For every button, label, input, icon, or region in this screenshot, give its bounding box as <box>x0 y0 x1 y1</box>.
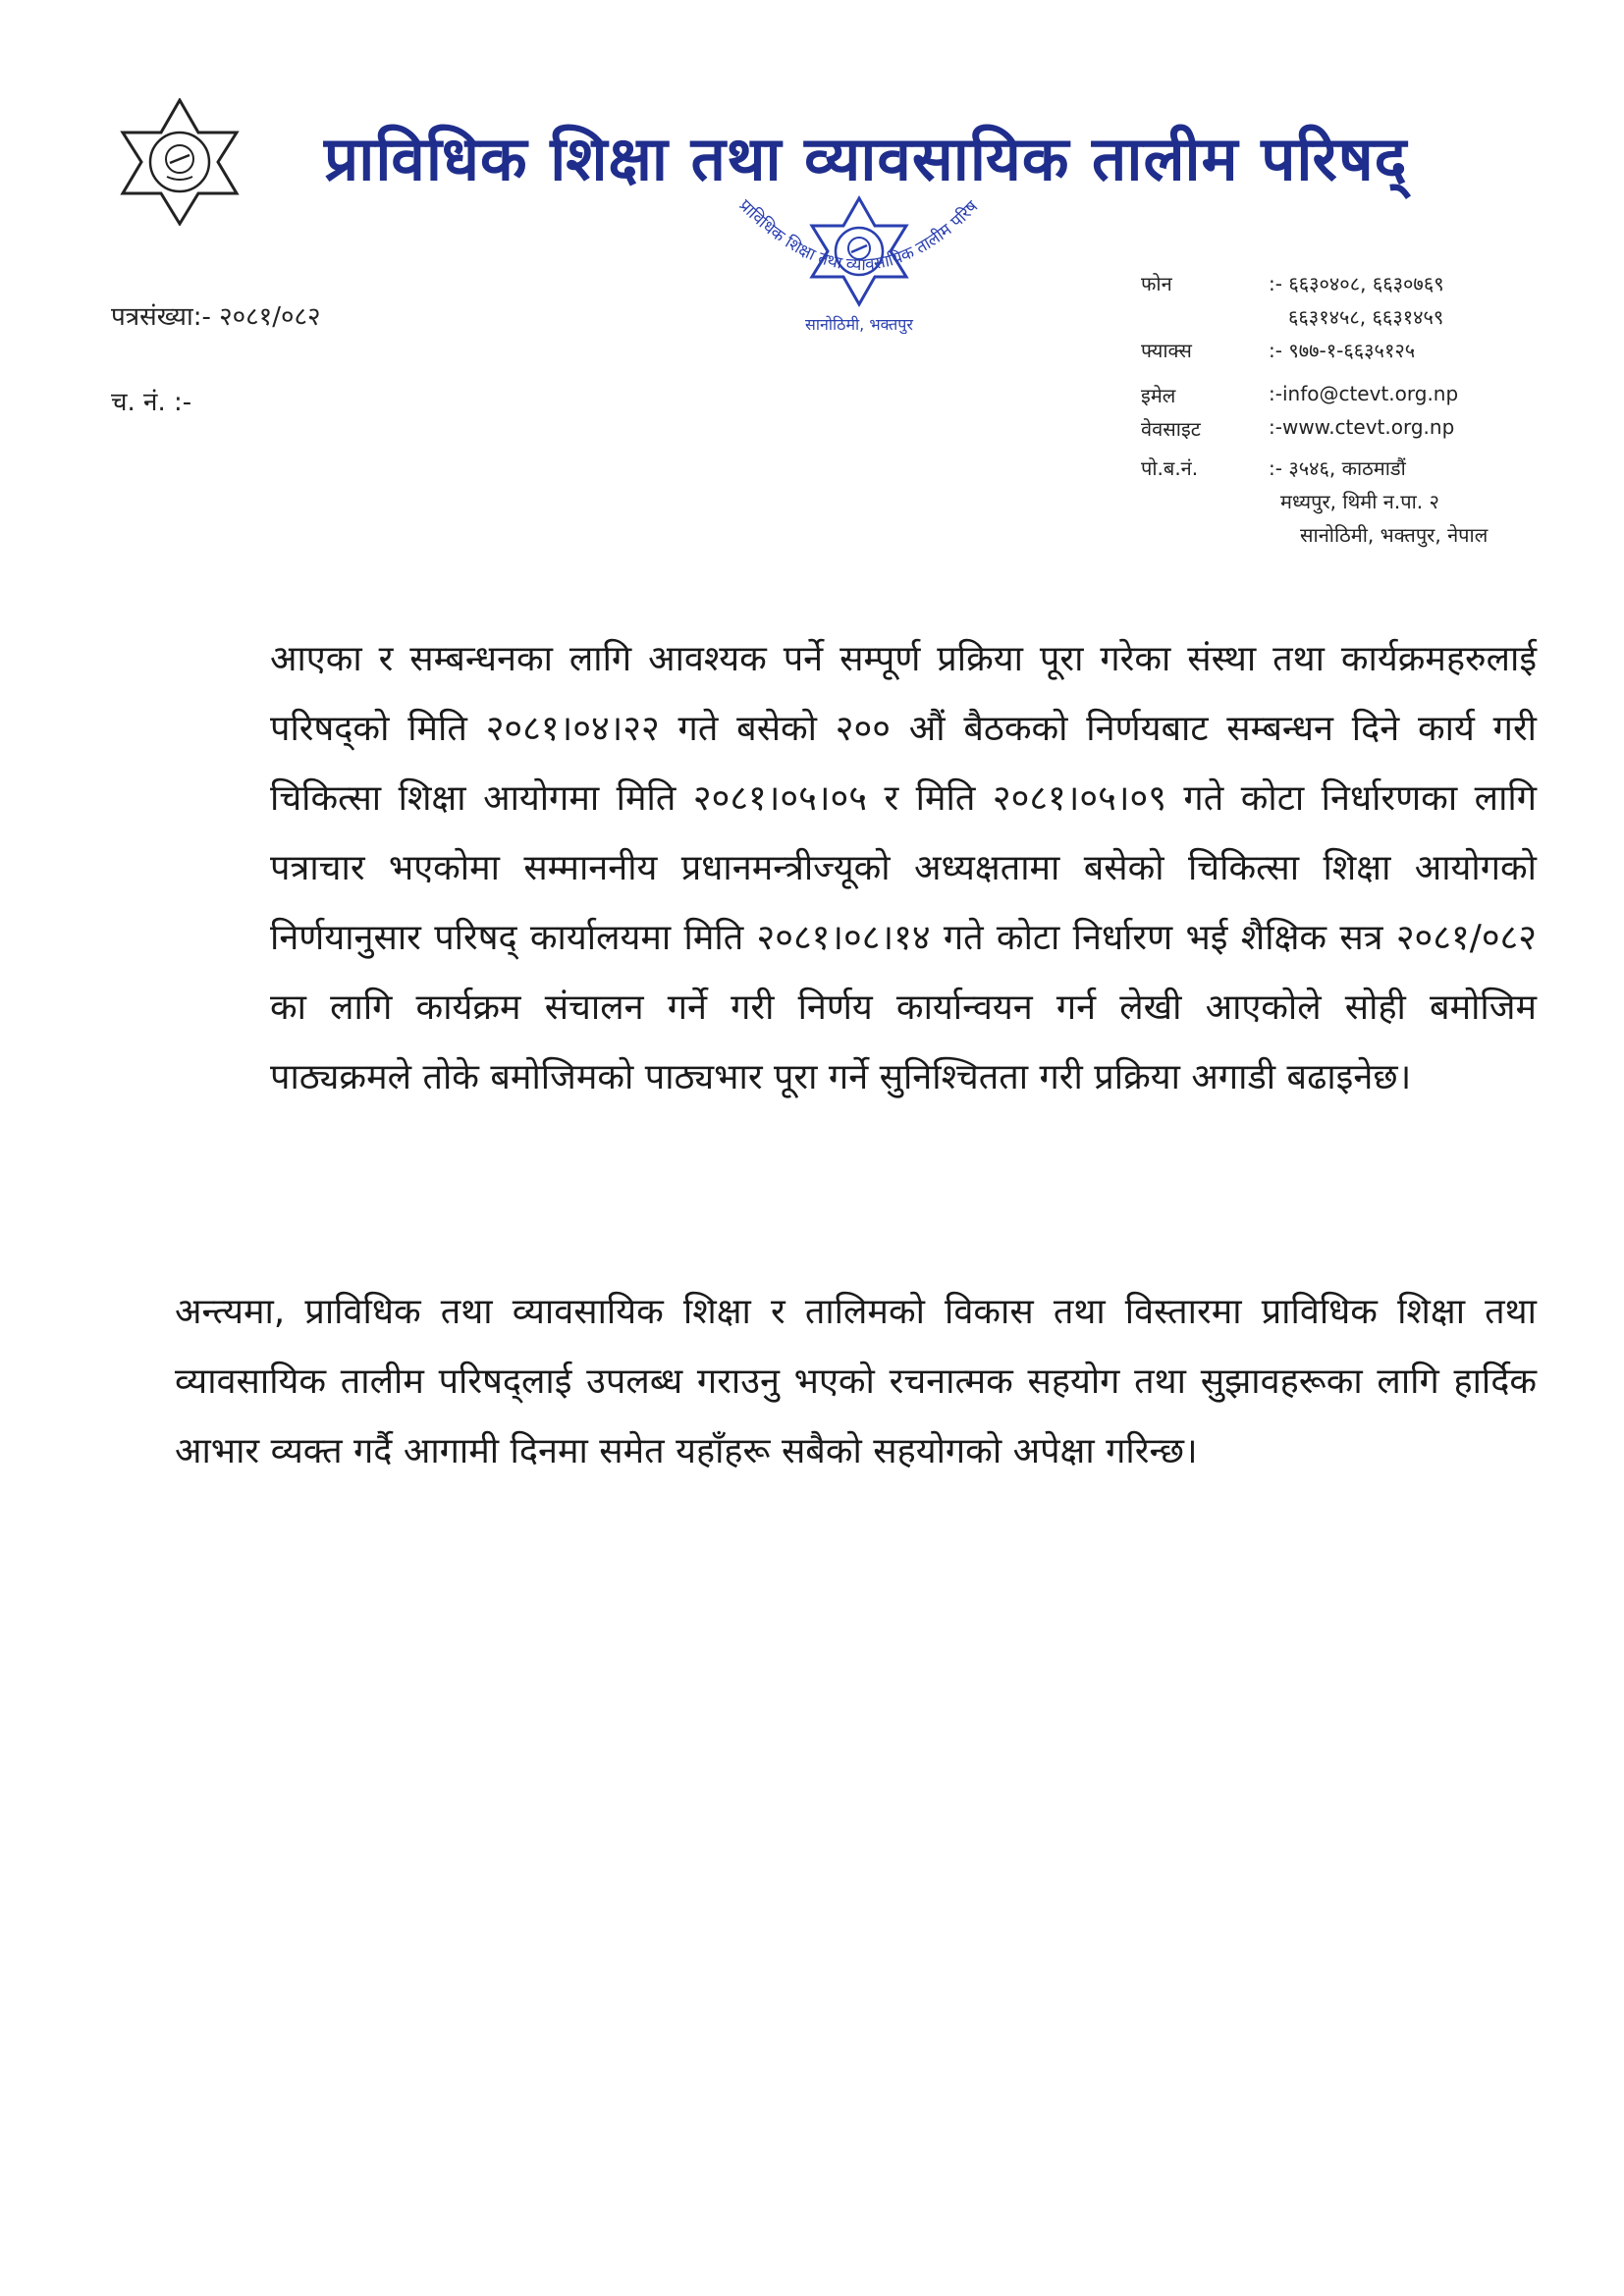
website-label: वेवसाइट <box>1141 417 1201 441</box>
organization-stamp <box>717 187 1001 334</box>
address-line-1: मध्यपुर, थिमी न.पा. २ <box>1280 490 1439 513</box>
contact-block <box>1141 270 1593 555</box>
stamp-location: सानोठिमी, भक्तपुर <box>805 315 913 334</box>
stamp-arc-text: प्राविधिक शिक्षा तथा व्यावसायिक तालीम परिष <box>734 195 983 276</box>
website-value: :-www.ctevt.org.np <box>1269 415 1455 439</box>
email-label: इमेल <box>1141 384 1176 407</box>
fax-label: फ्याक्स <box>1141 339 1192 362</box>
fax-value: :- ९७७-१-६६३५१२५ <box>1269 339 1416 362</box>
phone-label: फोन <box>1141 272 1172 295</box>
address-line-2: सानोठिमी, भक्तपुर, नेपाल <box>1300 523 1489 547</box>
body-paragraph-1: आएका र सम्बन्धनका लागि आवश्यक पर्ने सम्पूर्ण प्रक्रिया पूरा गरेका संस्था तथा कार्यक्रमहरुलाई परिषद्को मिति २०८१।०४।२२ गते बसेको २०० औं बैठकको निर्णयबाट सम्बन्धन दिने कार्य गरी चिकित्सा शिक्षा आयोगमा मिति २०८१।०५।०५ र मिति २०८१।०५।०९ गते कोटा निर्धारणका लागि पत्राचार भएकोमा सम्माननीय प्रधानमन्त्रीज्यूको अध्यक्षतामा बसेको चिकित्सा शिक्षा आयोगको निर्णयानुसार परिषद् कार्यालयमा मिति २०८१।०८।१४ गते कोटा निर्धारण भई शैक्षिक सत्र २०८१/०८२ का लागि कार्यक्रम संचालन गर्ने गरी निर्णय कार्यान्वयन गर्न लेखी आएकोले सोही बमोजिम पाठ्यक्रमले तोके बमोजिमको पाठ्यभार पूरा गर्ने सुनिश्चितता गरी प्रक्रिया अगाडी बढाइनेछ। <box>270 639 1537 1097</box>
phone-value-2: ६६३१४५८, ६६३१४५९ <box>1288 305 1444 329</box>
dispatch-number: च. नं. :- <box>111 388 192 417</box>
pobox-value: :- ३५४६, काठमाडौं <box>1269 456 1406 480</box>
body-paragraph-2: अन्त्यमा, प्राविधिक तथा व्यावसायिक शिक्षा र तालिमको विकास तथा विस्तारमा प्राविधिक शिक्षा तथा व्यावसायिक तालीम परिषद्लाई उपलब्ध गराउनु भएको रचनात्मक सहयोग तथा सुझावहरूका लागि हार्दिक आभार व्यक्त गर्दै आगामी दिनमा समेत यहाँहरू सबैको सहयोगको अपेक्षा गरिन्छ। <box>175 1292 1537 1471</box>
letter-number: पत्रसंख्या:- २०८१/०८२ <box>111 302 321 332</box>
phone-value: :- ६६३०४०८, ६६३०७६९ <box>1269 272 1444 295</box>
organization-title: प्राविधिक शिक्षा तथा व्यावसायिक तालीम परिषद् <box>324 123 1408 194</box>
nepal-star-emblem-icon <box>116 98 244 226</box>
email-value: :-info@ctevt.org.np <box>1269 382 1459 405</box>
pobox-label: पो.ब.नं. <box>1141 456 1199 480</box>
